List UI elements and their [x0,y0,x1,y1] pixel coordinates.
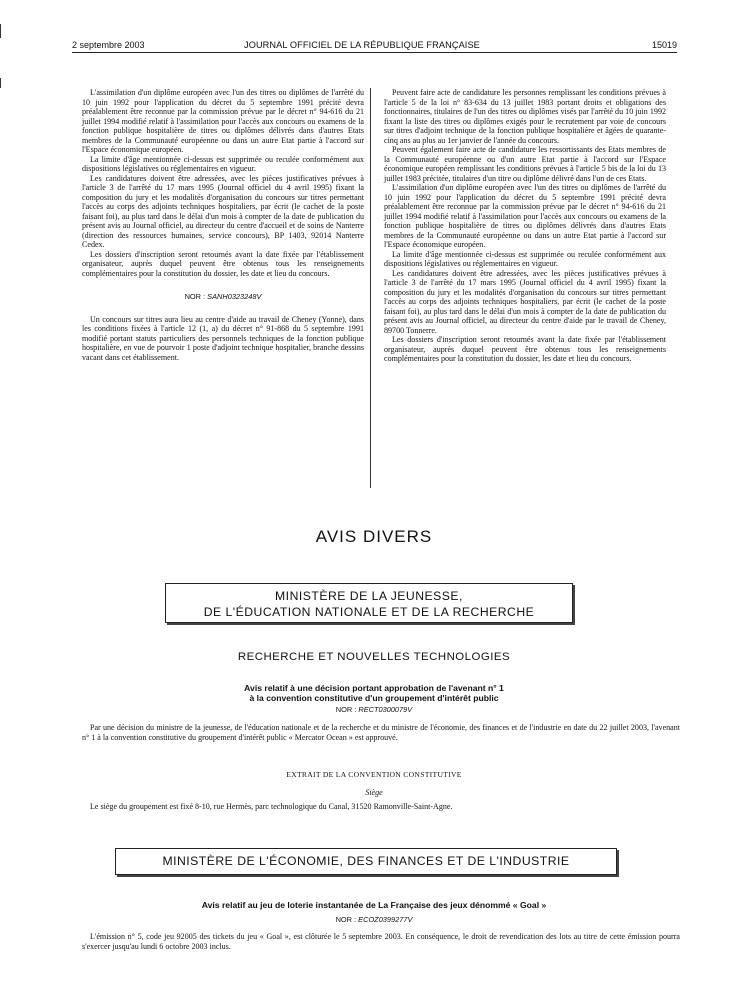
nor-label: NOR : [184,292,206,301]
nor-reference [82,292,364,302]
nor-label: NOR : [335,705,357,714]
siege-heading: Siège [365,788,383,797]
issue-date: 2 septembre 2003 [72,40,145,50]
nor-code: RECT0300079V [358,705,413,714]
paragraph: Les candidatures doivent être adressées, avec les pièces justificatives prévues à l'article 3 de l'arrêté du 17 mars 1995 (Journal officiel du 4 avril 1995) fixant la composition du jury et les modalités d'organisation du concours sur titres permettant l'accès au corps des adjoints techniques hospitaliers, par écrit (le cachet de la poste faisant foi), au plus tard dans le délai d'un mois à compter de la date de publication du présent avis au Journal officiel, au directeur du centre d'accueil et de soins de Nanterre (direction des ressources humaines, service concours), BP 1403, 92014 Nanterre Cedex. [82,173,364,249]
avis-body: Par une décision du ministre de la jeunesse, de l'éducation nationale et de la recherche et du ministre de l'économie, des finances et de l'industrie en date du 22 juillet 2003, l'avenant n° 1 à la convention constitutive du groupement d'intérêt public « Mercator Ocean » est approuvé. [82,723,680,742]
left-column [82,88,364,362]
extrait-heading: EXTRAIT DE LA CONVENTION CONSTITUTIVE [286,770,462,779]
ministry-box-economie [115,848,617,875]
ministry-name: MINISTÈRE DE L'ÉCONOMIE, DES FINANCES ET DE L'INDUSTRIE [162,854,570,868]
journal-title: JOURNAL OFFICIEL DE LA RÉPUBLIQUE FRANÇAISE [244,40,480,50]
column-divider [370,88,371,488]
nor-label: NOR : [335,915,357,924]
nor-reference [0,705,748,714]
ministry-box-education [165,583,573,623]
margin-mark [0,24,4,38]
two-column-body [82,88,682,498]
avis-title-line2: à la convention constitutive d'un groupement d'intérêt public [249,693,499,703]
paragraph: Peuvent faire acte de candidature les personnes remplissant les conditions prévues à l'article 5 de la loi n° 83-634 du 13 juillet 1983 portant droits et obligations des fonctionnaires, titulaires de l'un des titres ou diplômes visés par l'arrêté du 10 juin 1992 fixant la liste des titres ou diplômes exigés pour le recrutement par voie de concours sur titres d'adjoint technique de la fonction publique hospitalière et âgées de quarante-cinq ans au plus au 1er janvier de l'année du concours. [384,88,666,145]
paragraph: Les dossiers d'inscription seront retournés avant la date fixée par l'établissement organisateur, auprès duquel peuvent être obtenus tous les renseignements complémentaires pour la constitution du dossier, les date et lieu du concours. [82,249,364,278]
subsection-title: RECHERCHE ET NOUVELLES TECHNOLOGIES [237,651,511,663]
nor-code: ECOZ0399277V [358,915,413,924]
avis-title-line1: Avis relatif à une décision portant approbation de l'avenant n° 1 [244,683,504,693]
paragraph: Les candidatures doivent être adressées, avec les pièces justificatives prévues à l'article 3 de l'arrêté du 17 mars 1995 (Journal officiel du 4 avril 1995) fixant la composition du jury et les modalités d'organisation du concours sur titres permettant l'accès au corps des adjoints techniques hospitaliers, par écrit (le cachet de la poste faisant foi), au plus tard dans le délai d'un mois à compter de la date de publication du présent avis au Journal officiel, au directeur du centre d'aide par le travail de Cheney, 89700 Tonnerre. [384,268,666,335]
margin-mark [0,78,4,88]
paragraph: L'assimilation d'un diplôme européen avec l'un des titres ou diplômes de l'arrêté du 10 juin 1992 pour l'application du décret du 5 septembre 1991 précité devra préalablement être reconnue par la commission prévue par le décret n° 94-616 du 21 juillet 1994 modifié relatif à l'assimilation pour l'accès aux concours ou examens de la fonction publique hospitalière de titres ou diplômes délivrés dans d'autres Etats membres de la Communauté européenne ou dans un autre Etat partie à l'accord sur l'Espace économique européen. [384,183,666,249]
paragraph: Un concours sur titres aura lieu au centre d'aide au travail de Cheney (Yonne), dans les conditions fixées à l'article 12 (1, a) du décret n° 91-868 du 5 septembre 1991 modifié portant statuts particuliers des personnels techniques de la fonction publique hospitalière, en vue de pourvoir 1 poste d'adjoint technique hospitalier, branche dessins vacant dans cet établissement. [82,314,364,362]
paragraph: L'assimilation d'un diplôme européen avec l'un des titres ou diplômes de l'arrêté du 10 juin 1992 pour l'application du décret du 5 septembre 1991 précité devra préalablement être reconnue par la commission prévue par le décret n° 94-616 du 21 juillet 1994 modifié relatif à l'assimilation pour l'accès aux concours ou examens de la fonction publique hospitalière de titres ou diplômes délivrés dans d'autres Etats membres de la Communauté européenne ou dans un autre Etat partie à l'accord sur l'Espace économique européen. [82,88,364,154]
section-heading-avis-divers: AVIS DIVERS [315,527,433,546]
page-number: 15019 [651,40,677,50]
avis-title [0,683,748,703]
paragraph: Peuvent également faire acte de candidature les ressortissants des Etats membres de la Communauté européenne ou d'un autre Etat partie à l'accord sur l'Espace économique européen remplissant les conditions prévues à l'article 5 bis de la loi du 13 juillet 1983 précitée, titulaires d'un titre ou diplôme délivré dans l'un de ces Etats. [384,145,666,183]
page-header [72,38,677,53]
ministry-name-line1: MINISTÈRE DE LA JEUNESSE, [275,589,463,603]
avis-title: Avis relatif au jeu de loterie instantanée de La Française des jeux dénommé « Goal » [201,900,547,910]
ministry-name-line2: DE L'ÉDUCATION NATIONALE ET DE LA RECHERCHE [203,605,535,619]
right-column [384,88,666,364]
nor-code: SANH0323248V [207,292,262,301]
nor-reference [0,915,748,924]
siege-text: Le siège du groupement est fixé 8-10, rue Hermès, parc technologique du Canal, 31520 Ramonville-Saint-Agne. [90,802,453,811]
avis-body: L'émission n° 5, code jeu 92005 des tickets du jeu « Goal », est clôturée le 5 septembre 2003. En conséquence, le droit de revendication des lots au titre de cette émission pourra s'exercer jusqu'au lundi 6 octobre 2003 inclus. [82,932,680,951]
paragraph: Les dossiers d'inscription seront retournés avant la date fixée par l'établissement organisateur, auprès duquel peuvent être obtenus tous les renseignements complémentaires pour la constitution du dossier, les date et lieu du concours. [384,335,666,363]
paragraph: La limite d'âge mentionnée ci-dessus est supprimée ou reculée conformément aux dispositions législatives ou réglementaires en vigueur. [384,249,666,268]
paragraph: La limite d'âge mentionnée ci-dessus est supprimée ou reculée conformément aux dispositions législatives ou réglementaires en vigueur. [82,154,364,173]
